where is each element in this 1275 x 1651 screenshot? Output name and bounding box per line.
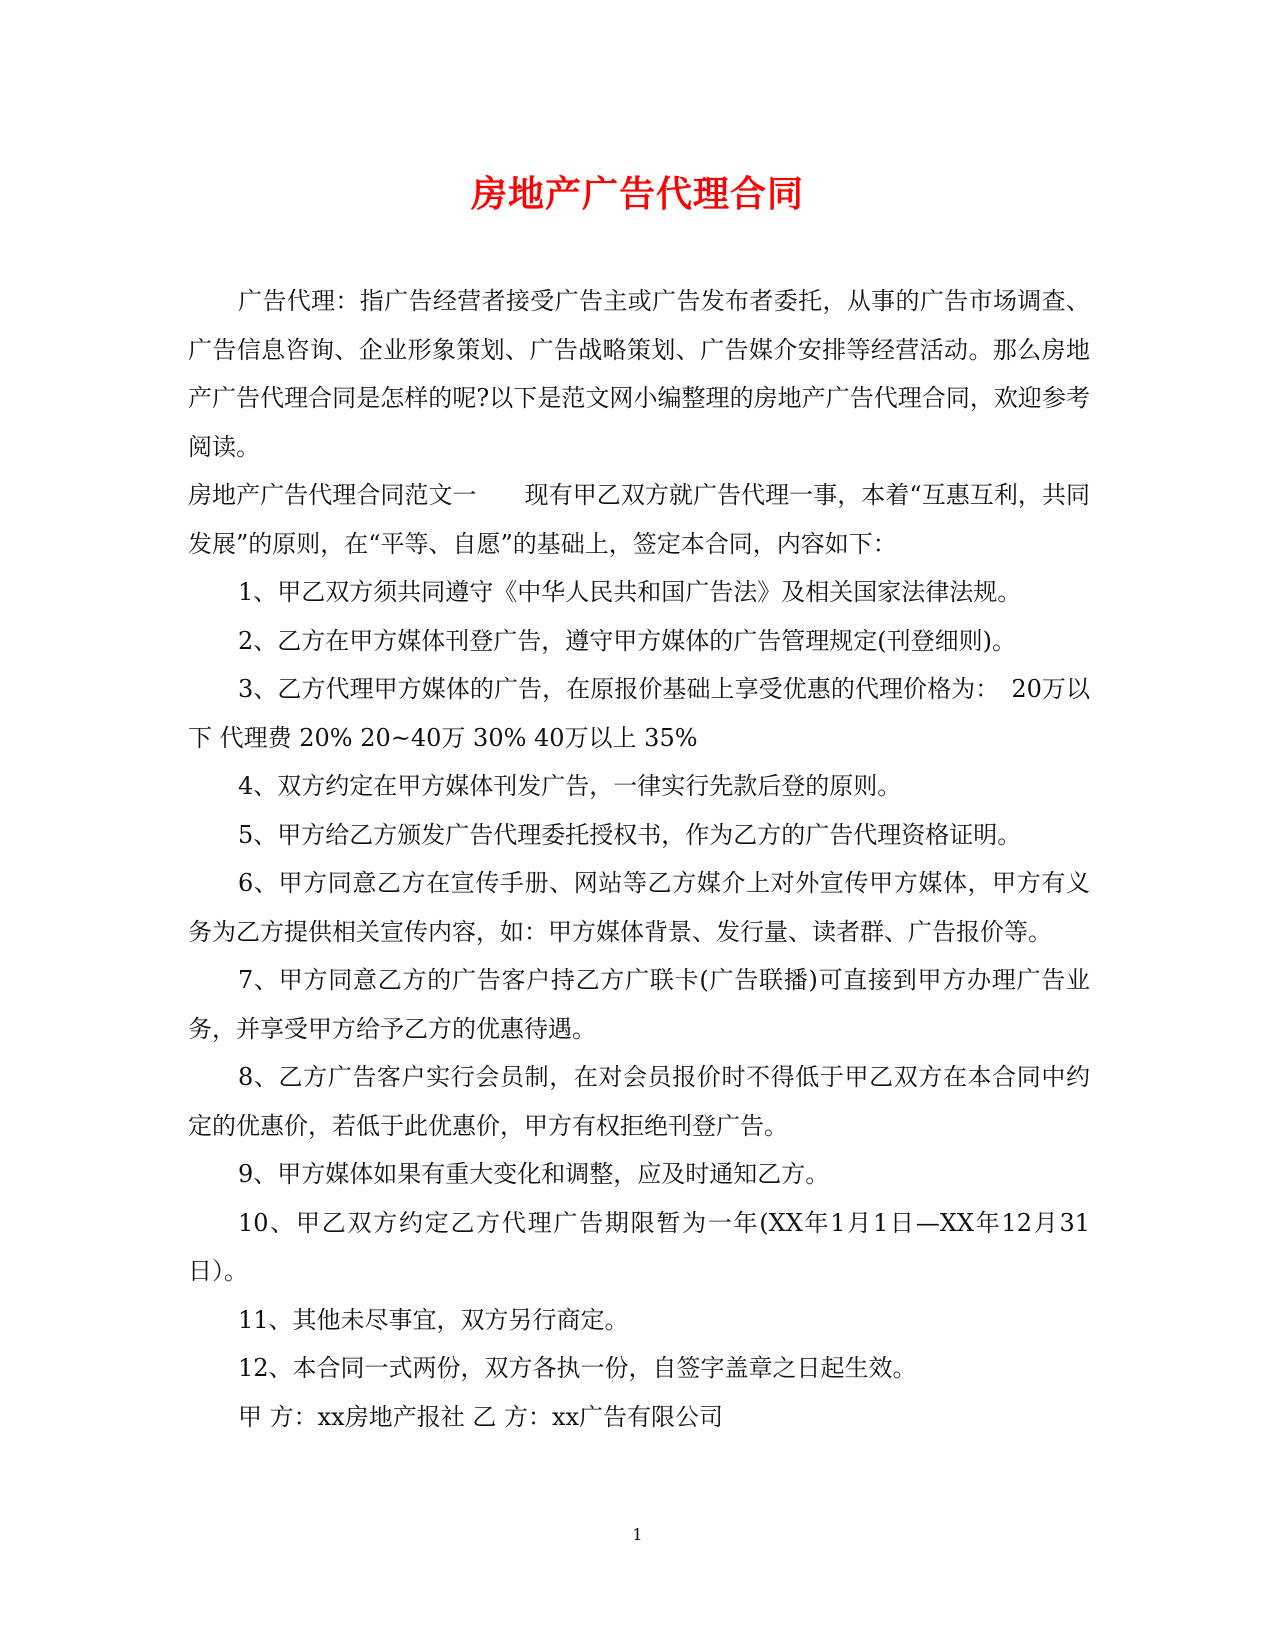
clause-5: 5、甲方给乙方颁发广告代理委托授权书，作为乙方的广告代理资格证明。 <box>238 820 1022 849</box>
clause-12: 12、本合同一式两份，双方各执一份，自签字盖章之日起生效。 <box>238 1354 917 1382</box>
clause-1: 1、甲乙双方须共同遵守《中华人民共和国广告法》及相关国家法律法规。 <box>238 578 1022 606</box>
document-title: 房地产广告代理合同 <box>470 173 804 215</box>
clause-7: 7、甲方同意乙方的广告客户持乙方广联卡(广告联播)可直接到甲方办理广告业务，并享受甲方给予乙方的优惠待遇。 <box>188 966 1090 1043</box>
clause-9: 9、甲方媒体如果有重大变化和调整，应及时通知乙方。 <box>238 1160 830 1188</box>
clause-4: 4、双方约定在甲方媒体刊发广告，一律实行先款后登的原则。 <box>238 772 902 800</box>
clause-11: 11、其他未尽事宜，双方另行商定。 <box>238 1305 629 1334</box>
clause-10: 10、甲乙双方约定乙方代理广告期限暂为一年(XX年1月1日—XX年12月31日）。 <box>188 1208 1090 1285</box>
document-body <box>188 277 1090 1441</box>
clause-6: 6、甲方同意乙方在宣传手册、网站等乙方媒介上对外宣传甲方媒体，甲方有义务为乙方提供相关宣传内容，如：甲方媒体背景、发行量、读者群、广告报价等。 <box>188 869 1090 946</box>
page-number: 1 <box>632 1525 643 1544</box>
clause-8: 8、乙方广告客户实行会员制，在对会员报价时不得低于甲乙双方在本合同中约定的优惠价，若低于此优惠价，甲方有权拒绝刊登广告。 <box>188 1063 1090 1140</box>
signature-line: 甲 方：xx房地产报社 乙 方：xx广告有限公司 <box>238 1402 724 1431</box>
clause-3: 3、乙方代理甲方媒体的广告，在原报价基础上享受优惠的代理价格为： 20万以下 代理费 20% 20~40万 30% 40万以上 35% <box>188 675 1090 752</box>
clause-2: 2、乙方在甲方媒体刊登广告，遵守甲方媒体的广告管理规定(刊登细则)。 <box>238 626 1016 655</box>
paragraph-contract-heading: 房地产广告代理合同范文一 现有甲乙双方就广告代理一事，本着“互惠互利，共同发展”的原则，在“平等、自愿”的基础上，签定本合同，内容如下： <box>188 481 1090 558</box>
paragraph-intro: 广告代理：指广告经营者接受广告主或广告发布者委托，从事的广告市场调查、广告信息咨询、企业形象策划、广告战略策划、广告媒介安排等经营活动。那么房地产广告代理合同是怎样的呢?以下是范文网小编整理的房地产广告代理合同，欢迎参考阅读。 <box>188 287 1090 461</box>
